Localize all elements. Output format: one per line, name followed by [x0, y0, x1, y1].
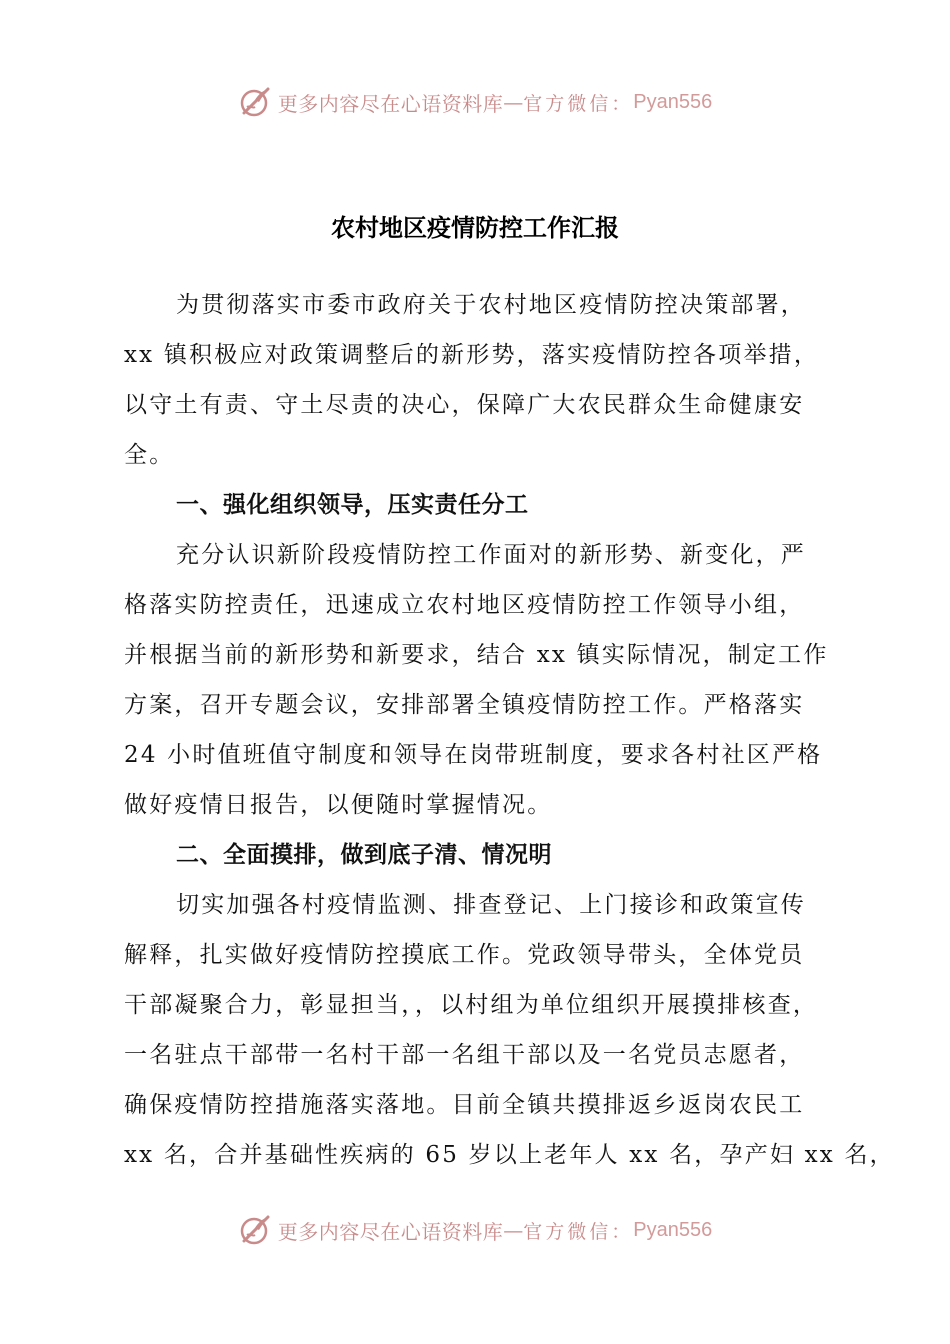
- watermark-separator: —: [503, 90, 524, 114]
- watermark-id: Pyan556: [633, 1218, 713, 1241]
- watermark-label: 官方微信：: [523, 92, 634, 115]
- watermark-text: 更多内容尽在心语资料库: [277, 1219, 504, 1244]
- quill-logo-icon: [238, 1213, 272, 1247]
- watermark-separator: —: [503, 1218, 524, 1242]
- paragraph-line: 解释，扎实做好疫情防控摸底工作。党政领导带头，全体党员: [124, 942, 805, 968]
- paragraph-line: xx 镇积极应对政策调整后的新形势，落实疫情防控各项举措，: [124, 342, 820, 368]
- paragraph-line: 格落实防控责任，迅速成立农村地区疫情防控工作领导小组，: [124, 592, 805, 618]
- paragraph-line: 方案，召开专题会议，安排部署全镇疫情防控工作。严格落实: [124, 692, 805, 718]
- paragraph-line: 做好疫情日报告，以便随时掌握情况。: [124, 792, 553, 818]
- paragraph-line: 一名驻点干部带一名村干部一名组干部以及一名党员志愿者，: [124, 1042, 805, 1068]
- paragraph-line: 24 小时值班值守制度和领导在岗带班制度，要求各村社区严格: [124, 742, 823, 768]
- watermark-text: 更多内容尽在心语资料库: [277, 91, 504, 116]
- section-heading: 一、强化组织领导，压实责任分工: [176, 492, 529, 518]
- document-title: 农村地区疫情防控工作汇报: [331, 213, 619, 242]
- section-heading: 二、全面摸排，做到底子清、情况明: [176, 842, 552, 868]
- watermark-id: Pyan556: [633, 90, 713, 113]
- paragraph-line: 以守土有责、守土尽责的决心，保障广大农民群众生命健康安: [124, 392, 805, 418]
- header-watermark: [0, 82, 950, 122]
- paragraph-line: 并根据当前的新形势和新要求，结合 xx 镇实际情况，制定工作: [124, 642, 829, 668]
- watermark-label: 官方微信：: [523, 1220, 634, 1243]
- paragraph-line: 确保疫情防控措施落实落地。目前全镇共摸排返乡返岗农民工: [124, 1092, 805, 1118]
- paragraph-line: 全。: [124, 442, 175, 468]
- footer-watermark: [0, 1210, 950, 1250]
- quill-logo-icon: [238, 85, 272, 119]
- paragraph-line: 充分认识新阶段疫情防控工作面对的新形势、新变化，严: [176, 542, 806, 568]
- paragraph-line: 为贯彻落实市委市政府关于农村地区疫情防控决策部署，: [176, 292, 806, 318]
- document-body: [124, 280, 895, 1180]
- paragraph-line: 切实加强各村疫情监测、排查登记、上门接诊和政策宣传: [176, 892, 806, 918]
- paragraph-line: 干部凝聚合力，彰显担当，，以村组为单位组织开展摸排核查，: [124, 992, 819, 1018]
- paragraph-line: xx 名，合并基础性疾病的 65 岁以上老年人 xx 名，孕产妇 xx 名，: [124, 1142, 895, 1168]
